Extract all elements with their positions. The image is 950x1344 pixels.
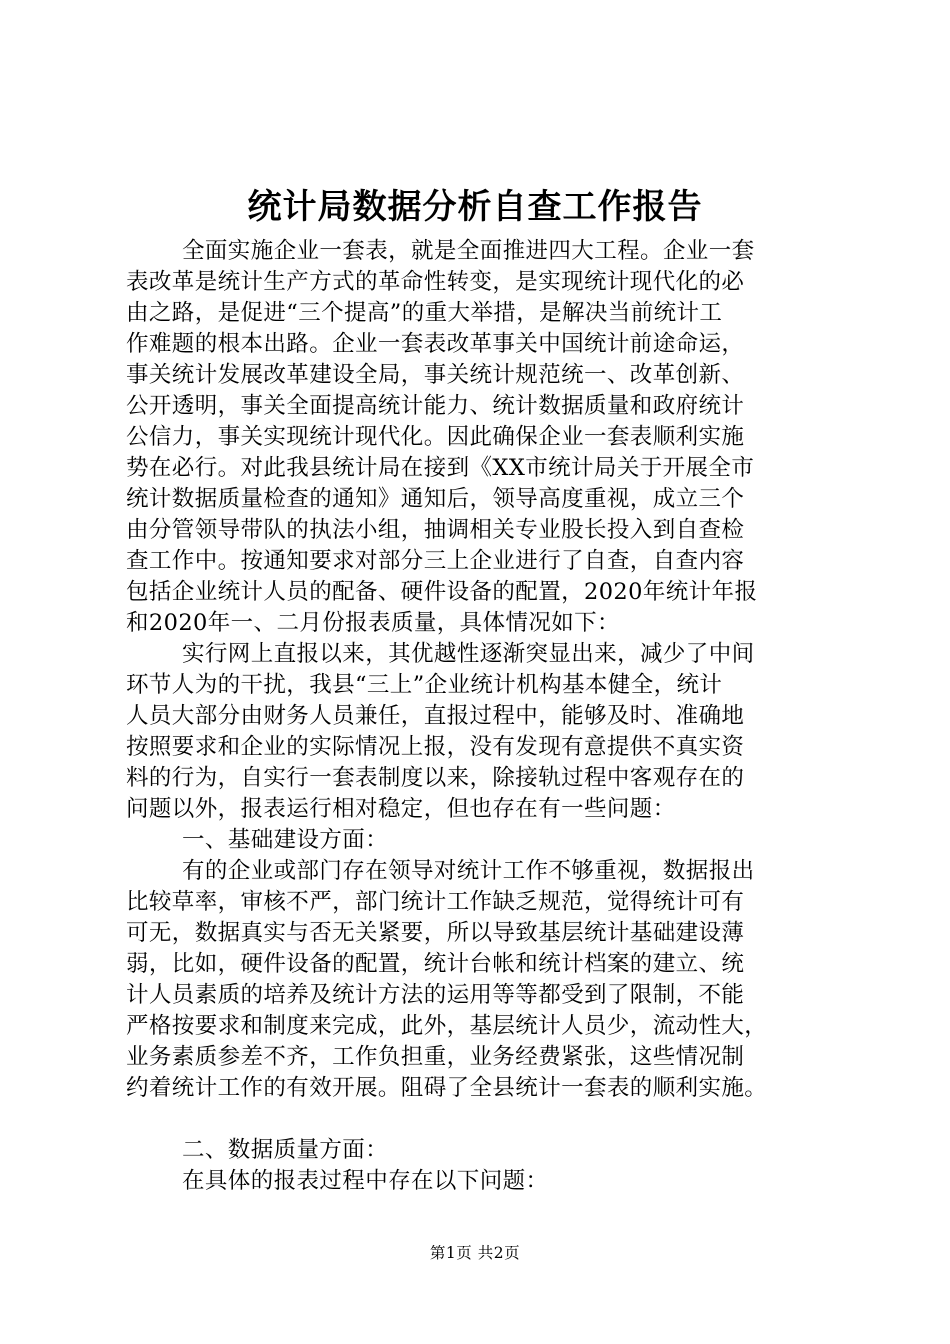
text-line: 有的企业或部门存在领导对统计工作不够重视，数据报出 bbox=[182, 858, 755, 884]
text-line: 查工作中。按通知要求对部分三上企业进行了自查，自查内容 bbox=[126, 548, 745, 574]
text-line: 由分管领导带队的执法小组，抽调相关专业股长投入到自查检 bbox=[126, 517, 745, 543]
text-line: 公信力，事关实现统计现代化。因此确保企业一套表顺利实施 bbox=[126, 424, 745, 450]
section-heading: 一、基础建设方面： bbox=[182, 827, 389, 853]
text-line: 事关统计发展改革建设全局，事关统计规范统一、改革创新、 bbox=[126, 362, 745, 388]
text-line: 作难题的根本出路。企业一套表改革事关中国统计前途命运， bbox=[126, 331, 745, 357]
text-line: 约着统计工作的有效开展。阻碍了全县统计一套表的顺利实施。 bbox=[126, 1075, 768, 1101]
text-line: 弱，比如，硬件设备的配置，统计台帐和统计档案的建立、统 bbox=[126, 951, 745, 977]
text-line: 环节人为的干扰，我县“三上”企业统计机构基本健全，统计 bbox=[126, 672, 723, 698]
text-line: 包括企业统计人员的配备、硬件设备的配置，2020年统计年报 bbox=[126, 579, 758, 605]
text-line: 实行网上直报以来，其优越性逐渐突显出来，减少了中间 bbox=[182, 641, 755, 667]
text-line: 势在必行。对此我县统计局在接到《XX市统计局关于开展全市 bbox=[126, 455, 755, 481]
text-line: 和2020年一、二月份报表质量，具体情况如下： bbox=[126, 610, 620, 636]
text-line: 公开透明，事关全面提高统计能力、统计数据质量和政府统计 bbox=[126, 393, 745, 419]
document-body bbox=[126, 236, 856, 1197]
text-line: 问题以外，报表运行相对稳定，但也存在有一些问题： bbox=[126, 796, 676, 822]
text-line: 业务素质参差不齐，工作负担重，业务经费紧张，这些情况制 bbox=[126, 1044, 745, 1070]
text-line: 计人员素质的培养及统计方法的运用等等都受到了限制，不能 bbox=[126, 982, 745, 1008]
document-title: 统计局数据分析自查工作报告 bbox=[247, 187, 703, 227]
text-line: 比较草率，审核不严，部门统计工作缺乏规范，觉得统计可有 bbox=[126, 889, 745, 915]
paragraph-gap bbox=[126, 1104, 856, 1135]
text-line: 表改革是统计生产方式的革命性转变，是实现统计现代化的必 bbox=[126, 269, 745, 295]
text-line: 人员大部分由财务人员兼任，直报过程中，能够及时、准确地 bbox=[126, 703, 745, 729]
text-line: 可无，数据真实与否无关紧要，所以导致基层统计基础建设薄 bbox=[126, 920, 745, 946]
text-line: 在具体的报表过程中存在以下问题： bbox=[182, 1168, 549, 1194]
text-line: 由之路，是促进“三个提高”的重大举措，是解决当前统计工 bbox=[126, 300, 723, 326]
text-line: 统计数据质量检查的通知》通知后，领导高度重视，成立三个 bbox=[126, 486, 745, 512]
text-line: 按照要求和企业的实际情况上报，没有发现有意提供不真实资 bbox=[126, 734, 745, 760]
text-line: 料的行为，自实行一套表制度以来，除接轨过程中客观存在的 bbox=[126, 765, 745, 791]
section-heading: 二、数据质量方面： bbox=[182, 1137, 389, 1163]
text-line: 严格按要求和制度来完成，此外，基层统计人员少，流动性大， bbox=[126, 1013, 768, 1039]
page-footer: 第1页 共2页 bbox=[429, 1244, 521, 1262]
text-line: 全面实施企业一套表，就是全面推进四大工程。企业一套 bbox=[182, 238, 755, 264]
